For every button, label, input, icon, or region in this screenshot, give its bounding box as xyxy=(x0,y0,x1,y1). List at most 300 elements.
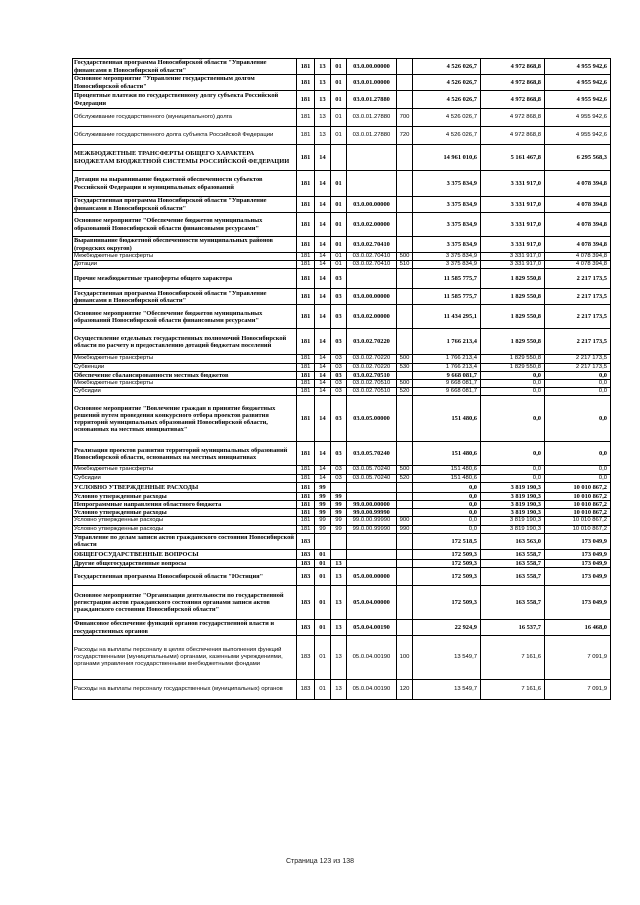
cell-pr: 99 xyxy=(331,492,347,500)
cell-rz: 14 xyxy=(315,442,331,466)
cell-pr: 13 xyxy=(331,680,347,700)
table-row xyxy=(73,269,611,289)
cell-csr xyxy=(347,549,397,559)
row-name: Условно утвержденные расходы xyxy=(73,517,297,525)
cell-year1: 4 526 026,7 xyxy=(413,91,481,109)
cell-vr xyxy=(397,197,413,213)
cell-gr: 181 xyxy=(297,127,315,145)
cell-pr: 03 xyxy=(331,466,347,474)
cell-csr: 03.0.02.00000 xyxy=(347,305,397,329)
cell-year2: 0,0 xyxy=(481,442,545,466)
cell-year1: 172 509,3 xyxy=(413,568,481,586)
cell-csr: 03.0.05.70240 xyxy=(347,442,397,466)
table-row xyxy=(73,91,611,109)
cell-year2: 4 972 868,8 xyxy=(481,75,545,91)
cell-year3: 4 078 394,8 xyxy=(545,261,611,269)
cell-csr: 03.0.02.70410 xyxy=(347,253,397,261)
cell-gr: 181 xyxy=(297,261,315,269)
cell-vr xyxy=(397,145,413,171)
cell-year3: 10 010 867,2 xyxy=(545,525,611,533)
cell-vr: 500 xyxy=(397,253,413,261)
row-name: Непрограммные направления областного бюджета xyxy=(73,501,297,509)
cell-year2: 7 161,6 xyxy=(481,680,545,700)
cell-year3: 10 010 867,2 xyxy=(545,482,611,492)
cell-year1: 151 480,6 xyxy=(413,466,481,474)
table-row xyxy=(73,237,611,253)
cell-pr: 01 xyxy=(331,127,347,145)
cell-year3: 0,0 xyxy=(545,371,611,379)
cell-csr: 05.0.00.00000 xyxy=(347,568,397,586)
cell-pr: 03 xyxy=(331,388,347,396)
cell-rz: 13 xyxy=(315,59,331,75)
cell-gr: 183 xyxy=(297,620,315,636)
cell-rz: 99 xyxy=(315,501,331,509)
cell-pr: 99 xyxy=(331,501,347,509)
cell-pr: 01 xyxy=(331,253,347,261)
cell-year1: 1 766 213,4 xyxy=(413,329,481,355)
cell-gr: 181 xyxy=(297,371,315,379)
cell-vr: 700 xyxy=(397,109,413,127)
cell-year3: 4 955 942,6 xyxy=(545,127,611,145)
cell-gr: 181 xyxy=(297,363,315,371)
row-name: Управление по делам записи актов гражданского состояния Новосибирской области xyxy=(73,533,297,549)
table-row xyxy=(73,261,611,269)
cell-year1: 3 375 834,9 xyxy=(413,261,481,269)
cell-pr: 01 xyxy=(331,261,347,269)
row-name: Реализация проектов развития территорий муниципальных образований Новосибирской области, основанных на местных инициативах xyxy=(73,442,297,466)
cell-csr: 03.0.02.00000 xyxy=(347,213,397,237)
cell-rz: 13 xyxy=(315,75,331,91)
row-name: Обслуживание государственного долга субъекта Российской Федерации xyxy=(73,127,297,145)
cell-rz: 14 xyxy=(315,253,331,261)
cell-year1: 9 668 081,7 xyxy=(413,371,481,379)
cell-pr: 03 xyxy=(331,474,347,482)
cell-rz: 99 xyxy=(315,517,331,525)
cell-year3: 0,0 xyxy=(545,474,611,482)
table-row xyxy=(73,525,611,533)
cell-pr: 03 xyxy=(331,329,347,355)
cell-vr xyxy=(397,620,413,636)
row-name: Условно утвержденные расходы xyxy=(73,492,297,500)
cell-year2: 3 819 190,3 xyxy=(481,509,545,517)
cell-year2: 3 819 190,3 xyxy=(481,501,545,509)
table-row xyxy=(73,636,611,680)
cell-csr xyxy=(347,269,397,289)
table-row xyxy=(73,549,611,559)
cell-gr: 181 xyxy=(297,75,315,91)
cell-rz: 14 xyxy=(315,261,331,269)
cell-csr: 03.0.02.70510 xyxy=(347,371,397,379)
cell-rz: 14 xyxy=(315,388,331,396)
cell-pr: 01 xyxy=(331,59,347,75)
row-name: УСЛОВНО УТВЕРЖДЕННЫЕ РАСХОДЫ xyxy=(73,482,297,492)
cell-year2: 0,0 xyxy=(481,380,545,388)
cell-csr: 99.0.00.99990 xyxy=(347,525,397,533)
cell-year1: 0,0 xyxy=(413,517,481,525)
cell-rz: 14 xyxy=(315,237,331,253)
cell-rz: 14 xyxy=(315,355,331,363)
table-row xyxy=(73,59,611,75)
table-row xyxy=(73,213,611,237)
page-footer: Страница 123 из 138 xyxy=(285,858,355,865)
cell-gr: 181 xyxy=(297,91,315,109)
cell-vr: 100 xyxy=(397,636,413,680)
cell-pr: 03 xyxy=(331,371,347,379)
cell-rz: 13 xyxy=(315,127,331,145)
table-row xyxy=(73,75,611,91)
cell-year2: 3 819 190,3 xyxy=(481,525,545,533)
row-name: Государственная программа Новосибирской области "Юстиция" xyxy=(73,568,297,586)
cell-rz xyxy=(315,533,331,549)
cell-year3: 4 078 394,8 xyxy=(545,197,611,213)
cell-year2: 163 563,0 xyxy=(481,533,545,549)
cell-year3: 4 078 394,8 xyxy=(545,253,611,261)
cell-gr: 181 xyxy=(297,525,315,533)
cell-vr xyxy=(397,442,413,466)
cell-year1: 0,0 xyxy=(413,501,481,509)
row-name: Межбюджетные трансферты xyxy=(73,253,297,261)
cell-vr xyxy=(397,549,413,559)
table-row xyxy=(73,329,611,355)
cell-year1: 13 549,7 xyxy=(413,636,481,680)
table-row xyxy=(73,474,611,482)
cell-pr: 03 xyxy=(331,355,347,363)
cell-year1: 11 585 775,7 xyxy=(413,289,481,305)
cell-rz: 14 xyxy=(315,371,331,379)
cell-gr: 183 xyxy=(297,533,315,549)
cell-pr: 99 xyxy=(331,525,347,533)
row-name: Субсидии xyxy=(73,388,297,396)
cell-pr: 03 xyxy=(331,380,347,388)
cell-vr: 120 xyxy=(397,680,413,700)
cell-year1: 3 375 834,9 xyxy=(413,253,481,261)
cell-year1: 151 480,6 xyxy=(413,474,481,482)
cell-csr: 03.0.00.00000 xyxy=(347,197,397,213)
cell-pr: 03 xyxy=(331,269,347,289)
cell-year2: 3 331 917,0 xyxy=(481,237,545,253)
cell-csr: 03.0.02.70410 xyxy=(347,237,397,253)
row-name: Финансовое обеспечение функций органов государственной власти и государственных органов xyxy=(73,620,297,636)
cell-pr: 03 xyxy=(331,442,347,466)
cell-year3: 0,0 xyxy=(545,442,611,466)
cell-rz: 14 xyxy=(315,171,331,197)
cell-vr xyxy=(397,91,413,109)
row-name: Межбюджетные трансферты xyxy=(73,466,297,474)
cell-csr xyxy=(347,482,397,492)
cell-vr xyxy=(397,75,413,91)
cell-year2: 4 972 868,8 xyxy=(481,109,545,127)
cell-vr: 510 xyxy=(397,261,413,269)
cell-rz: 99 xyxy=(315,509,331,517)
cell-year3: 2 217 173,5 xyxy=(545,329,611,355)
cell-rz: 13 xyxy=(315,91,331,109)
cell-rz: 99 xyxy=(315,482,331,492)
cell-csr: 03.0.02.70220 xyxy=(347,355,397,363)
cell-pr xyxy=(331,145,347,171)
cell-vr: 900 xyxy=(397,517,413,525)
cell-vr: 500 xyxy=(397,466,413,474)
cell-year1: 151 480,6 xyxy=(413,442,481,466)
table-row xyxy=(73,197,611,213)
cell-year1: 172 509,3 xyxy=(413,559,481,567)
cell-csr: 03.0.02.70510 xyxy=(347,380,397,388)
cell-pr: 01 xyxy=(331,197,347,213)
cell-vr xyxy=(397,482,413,492)
cell-csr: 03.0.01.27880 xyxy=(347,91,397,109)
table-row xyxy=(73,109,611,127)
cell-year2: 4 972 868,8 xyxy=(481,127,545,145)
cell-vr: 500 xyxy=(397,355,413,363)
row-name: Обслуживание государственного (муниципального) долга xyxy=(73,109,297,127)
row-name: Основное мероприятие "Обеспечение бюджетов муниципальных образований Новосибирской области финансовыми ресурсами" xyxy=(73,213,297,237)
table-row xyxy=(73,396,611,442)
cell-pr xyxy=(331,482,347,492)
cell-csr: 03.0.01.27880 xyxy=(347,109,397,127)
cell-year3: 0,0 xyxy=(545,380,611,388)
cell-year1: 0,0 xyxy=(413,492,481,500)
cell-year3: 173 049,9 xyxy=(545,559,611,567)
cell-vr xyxy=(397,289,413,305)
cell-csr: 03.0.01.00000 xyxy=(347,75,397,91)
cell-pr xyxy=(331,549,347,559)
table-row xyxy=(73,442,611,466)
cell-vr xyxy=(397,371,413,379)
cell-year3: 2 217 173,5 xyxy=(545,289,611,305)
row-name: Межбюджетные трансферты xyxy=(73,380,297,388)
cell-year3: 7 091,9 xyxy=(545,636,611,680)
row-name: Дотации на выравнивание бюджетной обеспеченности субъектов Российской Федерации и муниципальных образований xyxy=(73,171,297,197)
cell-gr: 183 xyxy=(297,568,315,586)
cell-year2: 3 331 917,0 xyxy=(481,261,545,269)
cell-year2: 0,0 xyxy=(481,474,545,482)
cell-gr: 181 xyxy=(297,388,315,396)
table-row xyxy=(73,620,611,636)
cell-rz: 14 xyxy=(315,380,331,388)
cell-rz: 14 xyxy=(315,466,331,474)
cell-year2: 3 819 190,3 xyxy=(481,517,545,525)
cell-csr: 03.0.05.00000 xyxy=(347,396,397,442)
cell-csr: 03.0.05.70240 xyxy=(347,474,397,482)
cell-csr xyxy=(347,559,397,567)
cell-year2: 3 331 917,0 xyxy=(481,253,545,261)
cell-rz: 01 xyxy=(315,636,331,680)
cell-vr: 520 xyxy=(397,388,413,396)
cell-rz: 14 xyxy=(315,289,331,305)
cell-gr: 181 xyxy=(297,329,315,355)
cell-vr: 530 xyxy=(397,363,413,371)
table-row xyxy=(73,482,611,492)
cell-gr: 181 xyxy=(297,355,315,363)
cell-vr xyxy=(397,509,413,517)
row-name: Основное мероприятие "Обеспечение бюджетов муниципальных образований Новосибирской области финансовыми ресурсами" xyxy=(73,305,297,329)
cell-csr: 03.0.02.70220 xyxy=(347,363,397,371)
row-name: Основное мероприятие "Организация деятельности по государственной регистрации актов гражданского состояния органами записи актов гражданского состояния Новосибирской области" xyxy=(73,586,297,620)
cell-rz: 01 xyxy=(315,620,331,636)
table-row xyxy=(73,517,611,525)
cell-vr xyxy=(397,586,413,620)
cell-vr xyxy=(397,568,413,586)
cell-csr xyxy=(347,145,397,171)
row-name: Процентные платежи по государственному долгу субъекта Российской Федерации xyxy=(73,91,297,109)
row-name: Обеспечение сбалансированности местных бюджетов xyxy=(73,371,297,379)
cell-gr: 181 xyxy=(297,213,315,237)
cell-gr: 181 xyxy=(297,289,315,305)
row-name: Расходы на выплаты персоналу в целях обеспечения выполнения функций государственными (муниципальными) органами, казенными учреждениями, органами управления государственными внебюджетными фондами xyxy=(73,636,297,680)
cell-gr: 181 xyxy=(297,253,315,261)
cell-year3: 173 049,9 xyxy=(545,586,611,620)
cell-pr: 01 xyxy=(331,237,347,253)
cell-gr: 181 xyxy=(297,59,315,75)
cell-vr: 990 xyxy=(397,525,413,533)
cell-vr xyxy=(397,559,413,567)
cell-gr: 181 xyxy=(297,197,315,213)
cell-rz: 14 xyxy=(315,305,331,329)
cell-rz: 01 xyxy=(315,586,331,620)
table-row xyxy=(73,355,611,363)
cell-pr: 01 xyxy=(331,91,347,109)
cell-year1: 1 766 213,4 xyxy=(413,363,481,371)
cell-pr: 01 xyxy=(331,171,347,197)
cell-vr xyxy=(397,269,413,289)
cell-year3: 173 049,9 xyxy=(545,533,611,549)
cell-pr: 03 xyxy=(331,289,347,305)
cell-year1: 172 518,5 xyxy=(413,533,481,549)
cell-csr: 03.0.02.70510 xyxy=(347,388,397,396)
cell-gr: 181 xyxy=(297,482,315,492)
cell-rz: 14 xyxy=(315,363,331,371)
table-row xyxy=(73,509,611,517)
table-body xyxy=(73,59,611,700)
cell-year2: 1 829 550,8 xyxy=(481,363,545,371)
table-row xyxy=(73,289,611,305)
row-name: Выравнивание бюджетной обеспеченности муниципальных районов (городских округов) xyxy=(73,237,297,253)
cell-vr xyxy=(397,533,413,549)
cell-year3: 2 217 173,5 xyxy=(545,305,611,329)
cell-csr: 05.0.04.00000 xyxy=(347,586,397,620)
cell-year3: 173 049,9 xyxy=(545,549,611,559)
cell-pr: 99 xyxy=(331,517,347,525)
row-name: Другие общегосударственные вопросы xyxy=(73,559,297,567)
cell-year2: 4 972 868,8 xyxy=(481,59,545,75)
cell-vr xyxy=(397,305,413,329)
cell-pr xyxy=(331,533,347,549)
cell-gr: 183 xyxy=(297,559,315,567)
cell-year2: 163 558,7 xyxy=(481,586,545,620)
cell-year2: 1 829 550,8 xyxy=(481,355,545,363)
cell-gr: 181 xyxy=(297,442,315,466)
row-name: Субсидии xyxy=(73,474,297,482)
cell-csr xyxy=(347,171,397,197)
cell-year3: 10 010 867,2 xyxy=(545,492,611,500)
table-row xyxy=(73,533,611,549)
cell-pr: 13 xyxy=(331,568,347,586)
cell-gr: 181 xyxy=(297,171,315,197)
cell-csr: 03.0.00.00000 xyxy=(347,59,397,75)
cell-year1: 0,0 xyxy=(413,509,481,517)
cell-year1: 151 480,6 xyxy=(413,396,481,442)
cell-gr: 181 xyxy=(297,305,315,329)
cell-year1: 9 668 081,7 xyxy=(413,388,481,396)
cell-csr: 99.0.00.00000 xyxy=(347,501,397,509)
cell-year3: 7 091,9 xyxy=(545,680,611,700)
cell-year3: 2 217 173,5 xyxy=(545,355,611,363)
cell-vr: 500 xyxy=(397,380,413,388)
cell-year2: 0,0 xyxy=(481,371,545,379)
cell-year2: 1 829 550,8 xyxy=(481,329,545,355)
cell-year2: 0,0 xyxy=(481,466,545,474)
row-name: Межбюджетные трансферты xyxy=(73,355,297,363)
cell-vr xyxy=(397,329,413,355)
cell-csr xyxy=(347,533,397,549)
cell-vr xyxy=(397,59,413,75)
cell-year1: 4 526 026,7 xyxy=(413,75,481,91)
cell-rz: 99 xyxy=(315,492,331,500)
table-row xyxy=(73,145,611,171)
cell-rz: 01 xyxy=(315,559,331,567)
cell-pr: 99 xyxy=(331,509,347,517)
table-row xyxy=(73,586,611,620)
row-name: Государственная программа Новосибирской области "Управление финансами в Новосибирской области" xyxy=(73,289,297,305)
cell-year1: 0,0 xyxy=(413,525,481,533)
cell-year3: 173 049,9 xyxy=(545,568,611,586)
cell-pr: 03 xyxy=(331,396,347,442)
cell-year3: 16 468,0 xyxy=(545,620,611,636)
cell-pr: 13 xyxy=(331,620,347,636)
cell-gr: 181 xyxy=(297,492,315,500)
cell-rz: 14 xyxy=(315,396,331,442)
cell-vr xyxy=(397,396,413,442)
cell-year2: 1 829 550,8 xyxy=(481,269,545,289)
cell-gr: 181 xyxy=(297,396,315,442)
cell-gr: 181 xyxy=(297,517,315,525)
cell-year2: 1 829 550,8 xyxy=(481,305,545,329)
row-name: МЕЖБЮДЖЕТНЫЕ ТРАНСФЕРТЫ ОБЩЕГО ХАРАКТЕРА БЮДЖЕТАМ БЮДЖЕТНОЙ СИСТЕМЫ РОССИЙСКОЙ ФЕДЕРАЦИИ xyxy=(73,145,297,171)
cell-gr: 181 xyxy=(297,380,315,388)
cell-year2: 0,0 xyxy=(481,388,545,396)
cell-year1: 11 434 295,1 xyxy=(413,305,481,329)
cell-vr xyxy=(397,237,413,253)
table-row xyxy=(73,492,611,500)
cell-vr xyxy=(397,171,413,197)
table-row xyxy=(73,305,611,329)
cell-year2: 1 829 550,8 xyxy=(481,289,545,305)
cell-pr: 13 xyxy=(331,559,347,567)
table-row xyxy=(73,363,611,371)
cell-csr: 03.0.02.70220 xyxy=(347,329,397,355)
cell-csr: 03.0.01.27880 xyxy=(347,127,397,145)
cell-gr: 181 xyxy=(297,145,315,171)
cell-year1: 13 549,7 xyxy=(413,680,481,700)
cell-year1: 3 375 834,9 xyxy=(413,197,481,213)
cell-pr: 01 xyxy=(331,109,347,127)
cell-year1: 22 924,9 xyxy=(413,620,481,636)
cell-year1: 4 526 026,7 xyxy=(413,109,481,127)
cell-year2: 16 537,7 xyxy=(481,620,545,636)
table-row xyxy=(73,380,611,388)
table-row xyxy=(73,680,611,700)
cell-rz: 01 xyxy=(315,680,331,700)
cell-gr: 183 xyxy=(297,680,315,700)
cell-rz: 01 xyxy=(315,549,331,559)
cell-year1: 3 375 834,9 xyxy=(413,237,481,253)
cell-year2: 163 558,7 xyxy=(481,549,545,559)
cell-rz: 14 xyxy=(315,197,331,213)
cell-year1: 3 375 834,9 xyxy=(413,171,481,197)
table-row xyxy=(73,371,611,379)
cell-year3: 4 078 394,8 xyxy=(545,237,611,253)
cell-rz: 14 xyxy=(315,269,331,289)
cell-rz: 13 xyxy=(315,109,331,127)
